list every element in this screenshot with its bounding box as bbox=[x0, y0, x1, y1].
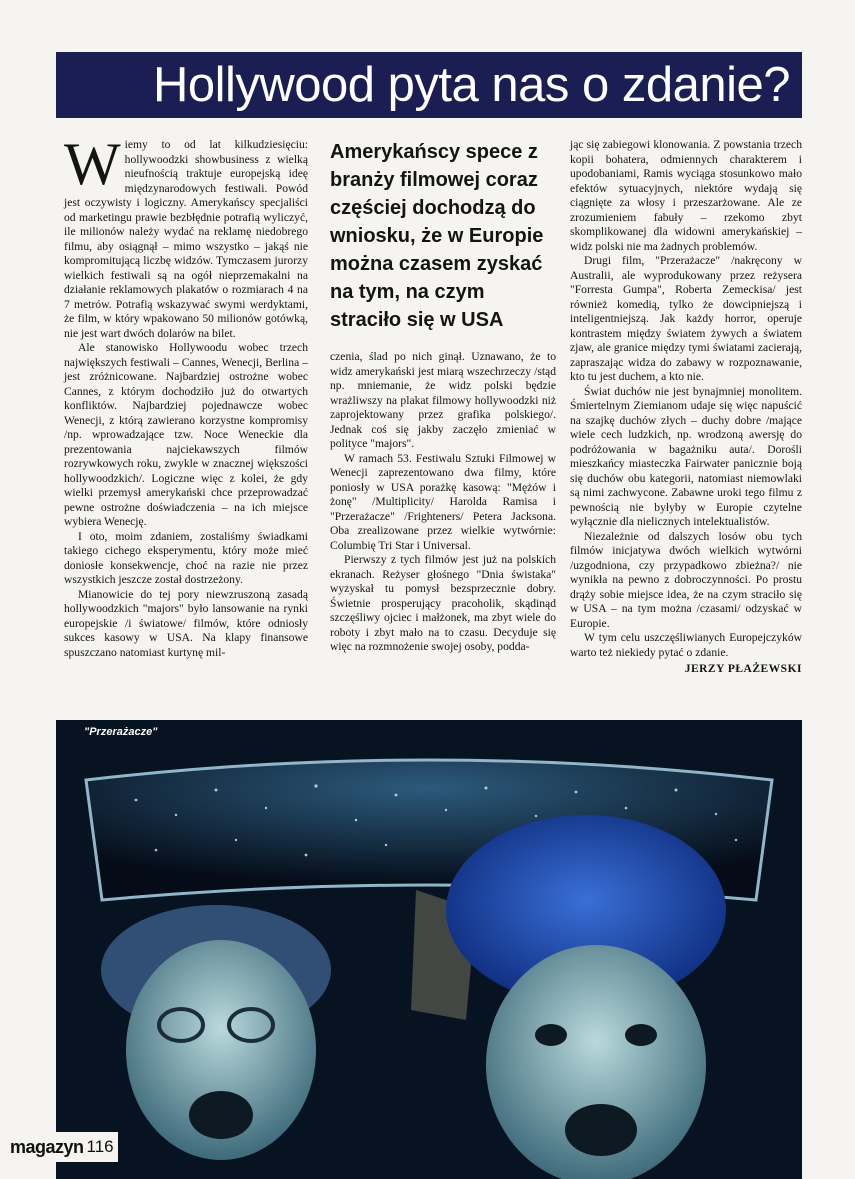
pull-quote: Amerykańscy spece z branży filmowej coraz częściej dochodzą do wniosku, że w Europie można czasem zyskać na tym, na czym straciło się w USA bbox=[330, 141, 544, 331]
page-title: Hollywood pyta nas o zdanie? bbox=[56, 52, 802, 118]
magazine-name: magazyn bbox=[10, 1136, 84, 1157]
film-still-illustration bbox=[56, 720, 802, 1179]
paragraph: Wiemy to od lat kilkudziesięciu: hollywoodzki showbusiness z wielką nieufnością traktuje europejską ideę międzynarodowych festiwali. Powód jest oczywisty i logiczny. Amerykańscy specjaliści od marketingu prawie bezbłędnie potrafią wyliczyć, ile milionów należy wydać na reklamę niedobrego filmu, aby osiągnął – mimo wszystko – jakąś nie kompromitującą liczbę widzów. Tymczasem jurorzy wielkich festiwali są na ogół nieprzemakalni na działanie reklamowych plakatów o rozmiarach 4 na 7 metrów. Potrafią wskazywać swymi werdyktami, że film, w który wpakowano 50 milionów gotówką, nie jest wart dwóch dolarów na bilet. bbox=[64, 131, 308, 340]
paragraph: W tym celu uszczęśliwianych Europejczyków warto też niekiedy pytać o zdanie. bbox=[570, 631, 802, 659]
article-column-1 bbox=[64, 131, 308, 660]
paragraph: Mianowicie do tej pory niewzruszoną zasadą hollywoodzkich "majors" było lansowanie na rynki europejskie /i światowe/ filmów, które odniosły sukces kasowy w USA. Na klapy finansowe spuszczano natomiast kurtynę mil- bbox=[64, 587, 308, 659]
film-still-photo bbox=[56, 720, 802, 1179]
paragraph: Świat duchów nie jest bynajmniej monolitem. Śmiertelnym Ziemianom udaje się więc napuścić na szajkę duchów złych – duchy dobre /mające wiele cech ludzkich, np. wrodzoną awersję do podróżowania w bagażniku auta/. Dorośli mieszkańcy miasteczka Fairwater panicznie boją się duchów obu kategorii, natomiast niemowlaki są nimi zachwycone. Zabawne uroki tego filmu z pewnością nie byłyby w Europie czytelne wyłącznie dla nielicznych intelektualistów. bbox=[570, 384, 802, 528]
paragraph: czenia, ślad po nich ginął. Uznawano, że to widz amerykański jest miarą wszechrzeczy /stąd np. mniemanie, że widz polski będzie wrażliwszy na plakat filmowy hollywoodzki niż zaprojektowany przez grafika polskiego/. Jednak coś się jakby zaczęło zmieniać w polityce "majors". bbox=[330, 350, 556, 450]
article-column-2 bbox=[330, 138, 556, 655]
paragraph: Pierwszy z tych filmów jest już na polskich ekranach. Reżyser głośnego "Dnia świstaka" wyzyskał tu pomysł bezsprzecznie dobry. Świetnie prosperujący pracoholik, skądinąd szczęśliwy ojciec i małżonek, ma zbyt wiele do roboty i zbyt mało na to czasu. Decyduje się więc na rozmnożenie swojej osoby, podda- bbox=[330, 553, 556, 653]
page-number: 116 bbox=[86, 1137, 114, 1156]
photo-caption: "Przerażacze" bbox=[84, 726, 158, 738]
paragraph: jąc się zabiegowi klonowania. Z powstania trzech kopii bohatera, odmiennych charakterem i upodobaniami, Ramis wyciąga stosunkowo mało efektów sytuacyjnych, niektóre wydają się ciągnięte za włosy i przeszarżowane. Ale ze zrozumieniem fabuły – rzekomo zbyt skomplikowanej dla widowni amerykańskiej – widz polski nie ma żadnych problemów. bbox=[570, 138, 802, 253]
page-footer bbox=[0, 1132, 118, 1162]
paragraph: Ale stanowisko Hollywoodu wobec trzech największych festiwali – Cannes, Wenecji, Berlina – jest zróżnicowane. Najbardziej ostrożne wobec Cannes, z którym dochodziło już do otwartych konfliktów. Najbardziej pojednawcze wobec Wenecji, z którą zawierano korzystne kompromisy /np. wprowadzające tzw. Noce Weneckie dla prezentowania najciekawszych filmów rozrywkowych roku, zwykle w znacznej większości hollywoodzkich/. Logiczne więc z kolei, że gdy wielki przemysł amerykański chce przeprowadzać pewne ostrożne doświadczenia – na ich miejsce wybiera Wenecję. bbox=[64, 341, 308, 528]
article-column-3 bbox=[570, 138, 802, 677]
paragraph: Niezależnie od dalszych losów obu tych filmów inicjatywa dwóch wielkich wytwórni /uzgodniona, czy przypadkowo zbieżna?/ nie wynikła na pewno z dobroczynności. Po prostu drąży sobie miejsce idea, że na czym straciło się w USA – na tym można /czasami/ odzyskać w Europie. bbox=[570, 529, 802, 630]
paragraph: W ramach 53. Festiwalu Sztuki Filmowej w Wenecji zaprezentowano dwa filmy, które poniosły w USA porażkę kasową: "Mężów i żonę" /Multiplicity/ Harolda Ramisa i "Przerażacze" /Frighteners/ Petera Jacksona. Oba zrealizowane przez wielkie wytwórnie: Columbię Tri Star i Universal. bbox=[330, 451, 556, 552]
author-byline: JERZY PŁAŻEWSKI bbox=[684, 663, 802, 675]
paragraph: Drugi film, "Przerażacze" /nakręcony w Australii, ale wyprodukowany przez reżysera "Forresta Gumpa", Roberta Zemeckisa/ jest również komedią, tylko że dowcipniejszą i inteligentniejszą. Jak każdy horror, operuje kontrastem między światem żywych a światem zjaw, ale granice między tymi światami zacierają, zapraszając widza do zabawy w rozpoznawanie, kto tu jest duchem, a kto nie. bbox=[570, 254, 802, 383]
drop-cap: W bbox=[64, 131, 121, 197]
paragraph: I oto, moim zdaniem, zostaliśmy świadkami takiego cichego eksperymentu, który może mieć doniosłe konsekwencje, choć na razie nie przez wszystkich jeszcze został dostrzeżony. bbox=[64, 529, 308, 586]
